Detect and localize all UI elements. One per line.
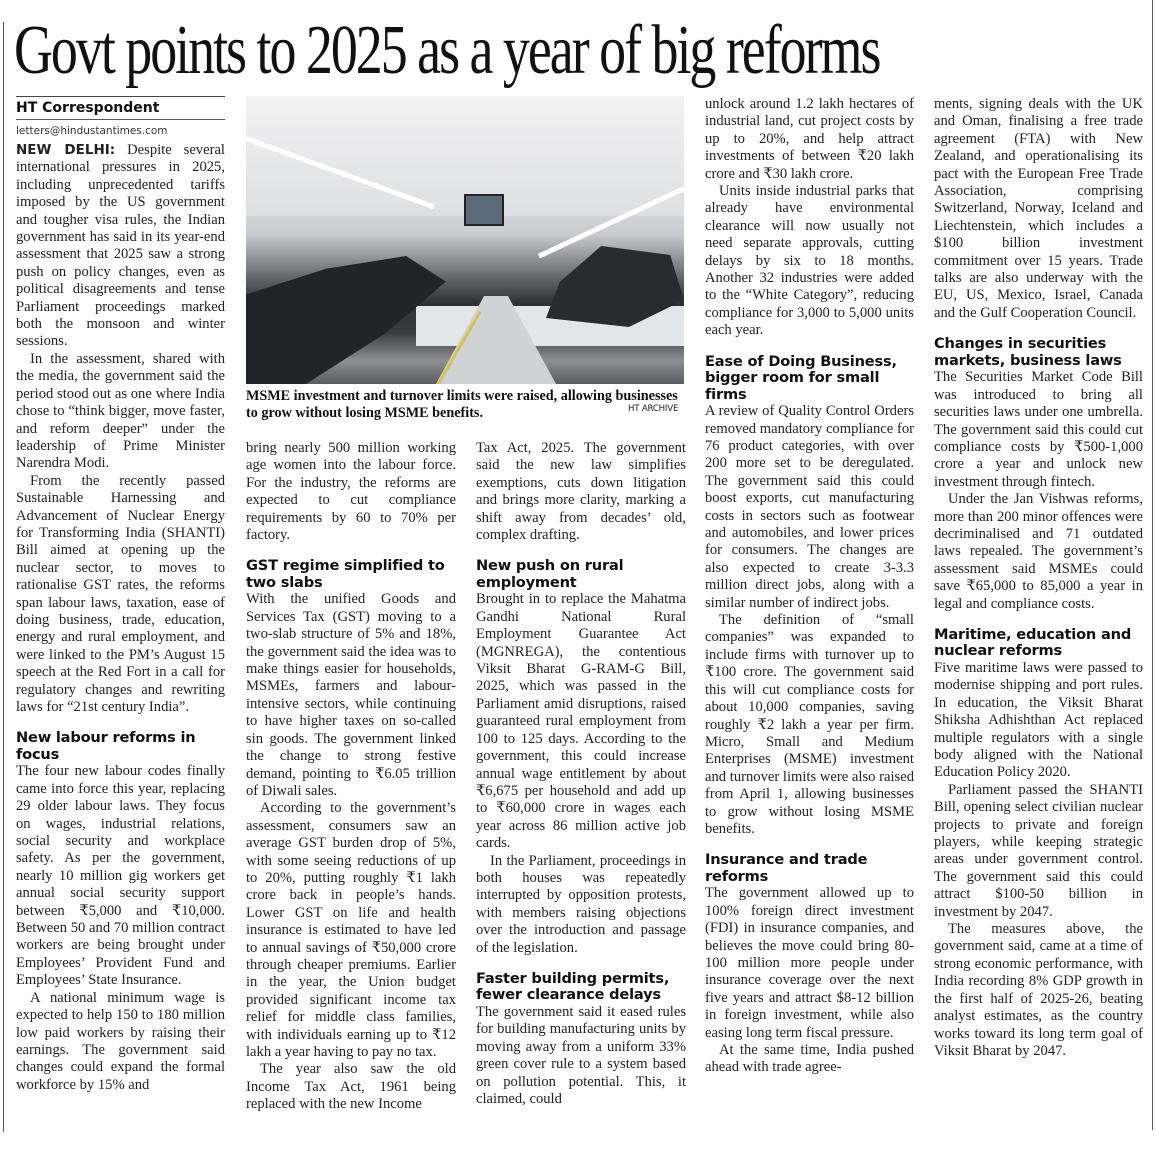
maritime-paragraph-2: Parliament passed the SHANTI Bill, opening select civilian nuclear projects to private and foreign players, while keeping strategic areas under government control. The government said this could attract $100-50 billion in investment by 2047.: [934, 781, 1143, 920]
article-photo: [246, 96, 684, 384]
column-3: [476, 440, 686, 1108]
securities-paragraph-2: Under the Jan Vishwas reforms, more than 200 minor offences were decriminalised and 71 outdated laws repealed. The government’s assessment said MSMEs could save ₹65,000 to 85,000 a year in legal and compliance costs.: [934, 491, 1143, 612]
gst-paragraph-2: According to the government’s assessment, consumers saw an average GST burden drop of 5%, with some seeing reductions of up to 20%, putting roughly ₹1 lakh crore back in people’s hands. Lower GST on life and health insurance is estimated to have led to annual savings of ₹50,000 crore through cheaper premiums. Earlier in the year, the Union budget provided significant income tax relief for middle class families, with individuals earning up to ₹12 lakh a year having to pay no tax.: [246, 800, 456, 1060]
section-heading-insurance-trade: Insurance and trade reforms: [705, 851, 868, 885]
intro-paragraph-2: In the assessment, shared with the media, the government said the period stood out as one where India chose to “think bigger, move faster, and reform deeper” under the leadership of Prime Minister Narendra Modi.: [16, 350, 225, 472]
column-5: [934, 96, 1143, 1060]
column-4: [705, 96, 914, 1077]
section-heading-gst: GST regime simplified to two slabs: [246, 557, 445, 591]
rural-paragraph-2: In the Parliament, proceedings in both houses was repeatedly interrupted by opposition protests, with members raising objections over the introduction and passage of the legislation.: [476, 852, 686, 956]
permits-paragraph-2: unlock around 1.2 lakh hectares of industrial land, cut project costs by up to 20%, and help attract investments of between ₹20 lakh crore and ₹30 lakh crore.: [705, 96, 914, 182]
photo-caption: MSME investment and turnover limits were raised, allowing businesses to grow without losing MSME benefits.: [246, 388, 678, 421]
headline: Govt points to 2025 as a year of big reforms: [14, 12, 880, 89]
section-heading-maritime: Maritime, education and nuclear reforms: [934, 625, 1132, 660]
column-1: [16, 96, 225, 1094]
securities-paragraph-1: The Securities Market Code Bill was introduced to bring all securities laws under one umbrella. The government said this could cut compliance costs by ₹500-1,000 crore a year and unlock new investment through fintech.: [934, 369, 1143, 490]
section-heading-rural: New push on rural employment: [476, 557, 624, 591]
labour-paragraph-1: The four new labour codes finally came into force this year, replacing 29 older labour laws. They focus on wages, industrial relations, social security and workplace safety. As per the government, nearly 10 million gig workers get annual social security support between ₹5,000 and ₹10,000. Between 50 and 70 million contract workers are being brought under Employees’ Provident Fund and Employees’ State Insurance.: [16, 763, 225, 989]
intro-paragraph-1: NEW DELHI: Despite several international pressures in 2025, including unprecedented tariffs imposed by the US government and tougher visa rules, the Indian government has said in its year-end assessment that 2025 saw a strong push on policy changes, even as political disagreements and tense Parliament proceedings marked both the monsoon and winter sessions.: [16, 142, 225, 350]
section-heading-ease-of-business: Ease of Doing Business, bigger room for small firms: [705, 352, 897, 403]
maritime-paragraph-1: Five maritime laws were passed to modernise shipping and port rules. In education, the Viksit Bharat Shiksha Adhishthan Act replaced multiple regulators with a single body aligned with the National Education Policy 2020.: [934, 659, 1143, 781]
column-2: [246, 440, 456, 1114]
rural-paragraph-1: Brought in to replace the Mahatma Gandhi National Rural Employment Guarantee Act (MGNREGA), the contentious Viksit Bharat G-RAM-G Bill, 2025, which was passed in the Parliament amid disruptions, raised guaranteed rural employment from 100 to 125 days. According to the government, this could increase annual wage entitlement by about ₹6,675 per household and add up to ₹60,000 crore in wages each year across 86 million active job cards.: [476, 591, 686, 852]
gst-paragraph-3: The year also saw the old Income Tax Act, 1961 being replaced with the new Income: [246, 1061, 456, 1113]
section-heading-securities: Changes in securities markets, business laws: [934, 335, 1122, 369]
intro-paragraph-3: From the recently passed Sustainable Harnessing and Advancement of Nuclear Energy for Transforming India (SHANTI) Bill aimed at opening up the nuclear sector, to moves to rationalise GST rates, the reforms span labour laws, taxation, ease of doing business, trade, education, energy and rural employment, and were linked to the PM’s August 15 speech at the Red Fort in a call for regulatory changes and rewriting laws for “21st century India”.: [16, 472, 225, 715]
byline-email[interactable]: letters@hindustantimes.com: [16, 125, 168, 137]
maritime-paragraph-3: The measures above, the government said, came at a time of strong economic performance, with India recording 8% GDP growth in the first half of 2025-26, beating analyst estimates, as the country works toward its long term goal of Viksit Bharat by 2047.: [934, 921, 1143, 1059]
insurance-paragraph-2: At the same time, India pushed ahead with trade agree-: [705, 1042, 914, 1076]
business-paragraph-1: A review of Quality Control Orders removed mandatory compliance for 76 product categories, with over 200 more set to be deregulated. The government said this could boost exports, cut manufacturing costs in sectors such as footwear and automobiles, and lower prices for consumers. The changes are also expected to create 3-3.3 million direct jobs, along with a similar number of indirect jobs.: [705, 403, 914, 611]
trade-paragraph-1: ments, signing deals with the UK and Oman, finalising a free trade agreement (FTA) with New Zealand, and operationalising its pact with the European Free Trade Association, comprising Switzerland, Norway, Iceland and Liechtenstein, which includes a $100 billion investment commitment over 15 years. Trade talks are also underway with the EU, US, Mexico, Israel, Canada and the Gulf Cooperation Council.: [934, 96, 1143, 321]
byline-author: HT Correspondent: [16, 100, 160, 116]
dateline: NEW DELHI:: [16, 142, 116, 158]
section-heading-permits: Faster building permits, fewer clearance delays: [476, 969, 670, 1004]
labour-paragraph-2: A national minimum wage is expected to help 150 to 180 million low paid workers by raising their earnings. The government said changes could expand the formal workforce by 15% and: [16, 989, 225, 1093]
gst-paragraph-4: Tax Act, 2025. The government said the new law simplifies exemptions, cuts down litigation and brings more clarity, marking a shift away from decades’ old, complex drafting.: [476, 440, 686, 544]
section-heading-labour: New labour reforms in focus: [16, 729, 196, 763]
right-border-rule: [1152, 0, 1153, 1130]
byline-box: [16, 96, 225, 120]
left-border-rule: [3, 22, 4, 1132]
labour-paragraph-3: bring nearly 500 million working age women into the labour force. For the industry, the reforms are expected to cut compliance requirements by 60 to 70% per factory.: [246, 440, 456, 544]
gst-paragraph-1: With the unified Goods and Services Tax (GST) moving to a two-slab structure of 5% and 18%, the government said the idea was to make things easier for households, MSMEs, farmers and labour-intensive sectors, while continuing to have higher taxes on so-called sin goods. The government linked the change to strong festive demand, pointing to ₹6.05 trillion of Diwali sales.: [246, 591, 456, 799]
permits-paragraph-3: Units inside industrial parks that already have environmental clearance will now usually not need separate approvals, cutting delays by six to 18 months. Another 32 industries were added to the “White Category”, reducing compliance for 3,000 to 5,000 units each year.: [705, 183, 914, 339]
business-paragraph-2: The definition of “small companies” was expanded to include firms with turnover up to ₹100 crore. The government said this will cut compliance costs for about 10,000 companies, saving roughly ₹2 lakh a year per firm. Micro, Small and Medium Enterprises (MSME) investment and turnover limits were also raised from April 1, allowing businesses to grow without losing MSME benefits.: [705, 612, 914, 837]
insurance-paragraph-1: The government allowed up to 100% foreign direct investment (FDI) in insurance companies, and believes the move could bring 80-100 million more people under insurance coverage over the next five years and attract $8-12 billion in foreign investment, while also easing long term fiscal pressure.: [705, 885, 914, 1041]
permits-paragraph-1: The government said it eased rules for building manufacturing units by moving away from a uniform 33% green cover rule to a system based on pollution potential. This, it claimed, could: [476, 1003, 686, 1107]
photo-credit: HT ARCHIVE: [628, 404, 679, 414]
